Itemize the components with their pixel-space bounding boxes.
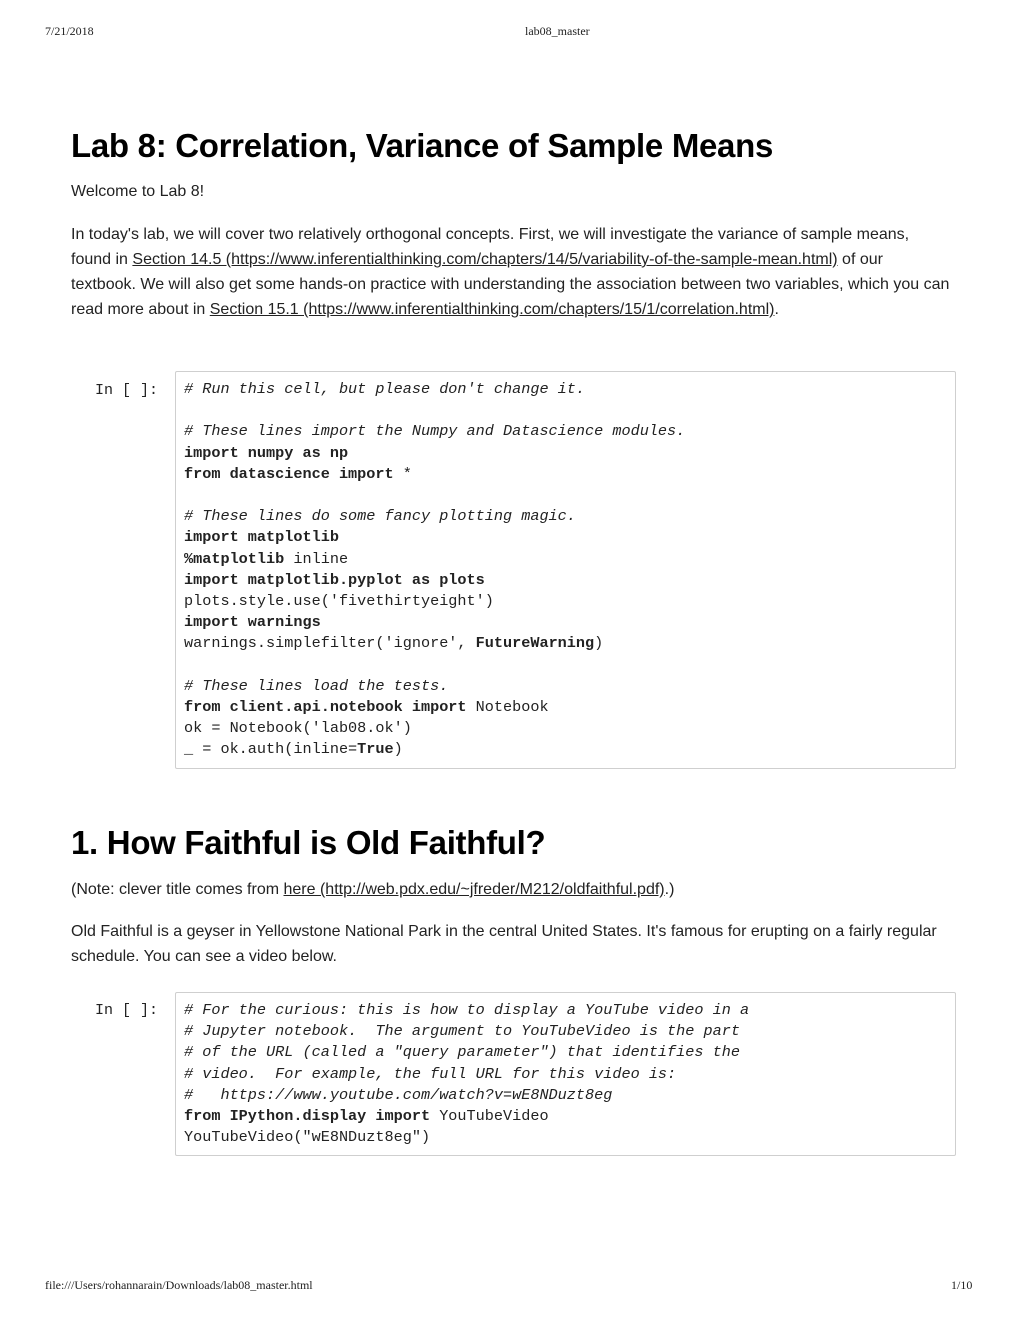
code-text: plots.style.use('fivethirtyeight') xyxy=(184,592,494,611)
cell-2-prompt: In [ ]: xyxy=(95,1002,159,1019)
code-line xyxy=(184,400,955,421)
code-text: YouTubeVideo("wE8NDuzt8eg") xyxy=(184,1128,431,1147)
code-text: ) xyxy=(594,634,604,653)
code-line xyxy=(184,549,955,570)
code-line xyxy=(184,485,955,506)
code-line xyxy=(184,633,955,654)
code-keyword: True xyxy=(357,740,394,759)
intro-text-3: . xyxy=(774,301,779,318)
code-line xyxy=(184,591,955,612)
code-comment: # video. For example, the full URL for this video is: xyxy=(184,1064,677,1083)
print-page-number: 1/10 xyxy=(951,1278,973,1292)
code-keyword: import numpy as np xyxy=(184,443,349,462)
code-line xyxy=(184,1042,955,1063)
print-title: lab08_master xyxy=(525,24,590,38)
code-line xyxy=(184,655,955,676)
code-line xyxy=(184,1127,955,1148)
code-keyword: from client.api.notebook import xyxy=(184,698,467,717)
section-1-heading: 1. How Faithful is Old Faithful? xyxy=(71,824,546,861)
code-text: ok = Notebook('lab08.ok') xyxy=(184,719,412,738)
code-line xyxy=(184,612,955,633)
code-text: * xyxy=(393,464,412,483)
code-line xyxy=(184,676,955,697)
code-comment: # These lines load the tests. xyxy=(184,676,449,695)
code-keyword: import matplotlib.pyplot as plots xyxy=(184,570,485,589)
code-comment: # Jupyter notebook. The argument to YouTubeVideo is the part xyxy=(184,1022,740,1041)
code-comment: # For the curious: this is how to display a YouTube video in a xyxy=(184,1001,750,1019)
note-text-1: (Note: clever title comes from xyxy=(71,881,284,898)
code-line xyxy=(184,506,955,527)
code-line xyxy=(184,527,955,548)
code-line xyxy=(184,379,955,400)
old-faithful-description: Old Faithful is a geyser in Yellowstone National Park in the central United States. It's famous for erupting on a fairly regular schedule. You can see a video below. xyxy=(71,923,937,965)
oldfaithful-pdf-link[interactable]: here (http://web.pdx.edu/~jfreder/M212/oldfaithful.pdf) xyxy=(283,881,665,898)
note-text-2: .) xyxy=(664,881,675,898)
code-keyword: %matplotlib xyxy=(184,549,285,568)
code-comment: # These lines do some fancy plotting magic. xyxy=(184,507,576,526)
code-line xyxy=(184,1085,955,1106)
code-cell-2-source[interactable] xyxy=(184,1000,955,1148)
code-text: inline xyxy=(284,549,349,568)
code-keyword: import matplotlib xyxy=(184,528,339,547)
page-title: Lab 8: Correlation, Variance of Sample Means xyxy=(71,127,774,164)
print-date: 7/21/2018 xyxy=(45,24,94,38)
intro-text-1: In today's lab, we will cover two relatively orthogonal concepts. First, we will investigate the variance of sample means, found in xyxy=(71,226,910,268)
code-comment: # Run this cell, but please don't change it. xyxy=(184,380,586,398)
code-text: Notebook xyxy=(466,698,549,717)
note-paragraph xyxy=(71,877,951,902)
code-line xyxy=(184,443,955,464)
code-keyword: import warnings xyxy=(184,613,321,632)
code-line xyxy=(184,464,955,485)
code-line xyxy=(184,1106,955,1127)
code-comment: # https://www.youtube.com/watch?v=wE8NDuzt8eg xyxy=(184,1085,613,1104)
code-text: ) xyxy=(393,740,403,759)
code-line xyxy=(184,1064,955,1085)
code-text: YouTubeVideo xyxy=(430,1107,549,1126)
cell-1-prompt: In [ ]: xyxy=(95,382,159,399)
section-14-5-link[interactable]: Section 14.5 (https://www.inferentialthinking.com/chapters/14/5/variability-of-the-sample-mean.html) xyxy=(132,251,838,268)
code-comment: # These lines import the Numpy and Datascience modules. xyxy=(184,422,686,441)
code-line xyxy=(184,1000,955,1021)
intro-text-2: of our textbook. We will also get some hands-on practice with understanding the association between two variables, which you can read more about in xyxy=(71,251,950,318)
code-line xyxy=(184,421,955,442)
code-cell-1[interactable] xyxy=(175,371,956,769)
code-text: warnings.simplefilter('ignore', xyxy=(184,634,476,653)
code-keyword: from IPython.display import xyxy=(184,1107,431,1126)
code-line xyxy=(184,697,955,718)
code-text: _ = ok.auth(inline= xyxy=(184,740,358,759)
intro-paragraph xyxy=(71,222,951,322)
code-line xyxy=(184,718,955,739)
welcome-text: Welcome to Lab 8! xyxy=(71,183,205,200)
code-cell-2[interactable] xyxy=(175,992,956,1156)
print-file-path: file:///Users/rohannarain/Downloads/lab08_master.html xyxy=(45,1278,313,1292)
code-line xyxy=(184,570,955,591)
code-comment: # of the URL (called a "query parameter") that identifies the xyxy=(184,1043,740,1062)
code-line xyxy=(184,739,955,760)
code-cell-1-source[interactable] xyxy=(184,379,955,761)
section-15-1-link[interactable]: Section 15.1 (https://www.inferentialthinking.com/chapters/15/1/correlation.html) xyxy=(209,301,775,318)
code-keyword: FutureWarning xyxy=(475,634,595,653)
code-line xyxy=(184,1021,955,1042)
code-keyword: from datascience import xyxy=(184,464,394,483)
